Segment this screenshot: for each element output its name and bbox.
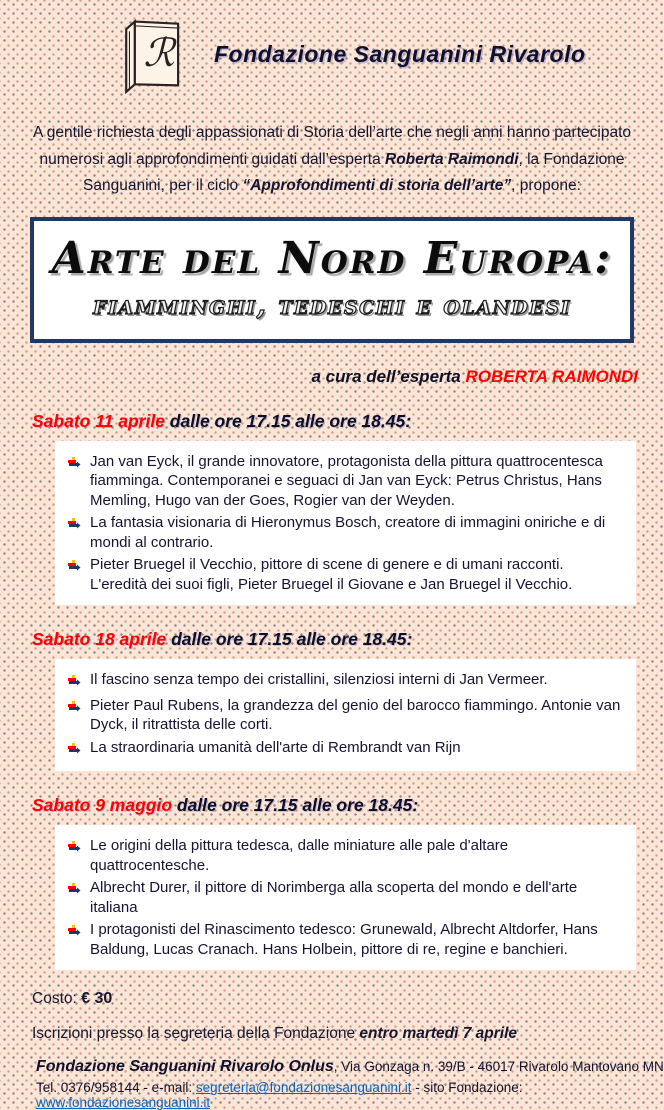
- list-item: [67, 738, 622, 761]
- list-item-text: Albrecht Durer, il pittore di Norimberga alla scoperta del mondo e dell'arte italiana: [90, 879, 578, 916]
- list-item-text: La fantasia visionaria di Hieronymus Bosch, creatore di immagini oniriche e di mondi al contrario.: [90, 514, 606, 551]
- org-address-line: [36, 1058, 664, 1076]
- list-item: [67, 555, 622, 594]
- list-item: [67, 452, 622, 511]
- curator-line: [0, 367, 638, 387]
- email-link[interactable]: segreteria@fondazionesanguanini.it: [195, 1080, 412, 1096]
- expert-name: Roberta Raimondi: [385, 150, 519, 168]
- svg-text:ℛ: ℛ: [143, 30, 175, 76]
- cycle-title: “Approfondimenti di storia dell’arte”: [242, 177, 512, 195]
- session-card: [55, 659, 636, 771]
- arrow-bullet-icon: [67, 673, 81, 693]
- intro-text-2: , la Fondazione Sanguanini, per il ciclo: [83, 150, 625, 195]
- intro-text-3: , propone:: [511, 177, 581, 195]
- org-name-bold: Fondazione Sanguanini Rivarolo Onlus: [36, 1058, 334, 1076]
- session-card: [55, 441, 636, 606]
- list-item: [67, 920, 622, 959]
- title-banner: [30, 217, 634, 343]
- list-item-text: I protagonisti del Rinascimento tedesco: Grunewald, Albrecht Altdorfer, Hans Baldung, Lucas Cranach. Hans Holbein, pittore di re, regine e banchieri.: [90, 921, 598, 958]
- page-title: Fondazione Sanguanini Rivarolo: [214, 40, 586, 67]
- cost-line: [32, 990, 664, 1008]
- topic-list: [67, 836, 622, 959]
- banner-title: Arte del Nord Europa:: [51, 232, 613, 284]
- list-item: [67, 696, 622, 735]
- curator-name: ROBERTA RAIMONDI: [465, 366, 638, 386]
- banner-subtitle: fiamminghi, tedeschi e olandesi: [93, 289, 571, 321]
- arrow-bullet-icon: [67, 881, 81, 901]
- topic-list: [67, 452, 622, 595]
- list-item: [67, 878, 622, 917]
- list-item: [67, 513, 622, 552]
- session-card: [55, 825, 636, 970]
- session-section-2: [0, 629, 664, 771]
- list-item-text: Le origini della pittura tedesca, dalle miniature alle pale d'altare quattrocentesche.: [90, 837, 509, 874]
- enroll-deadline: entro martedì 7 aprile: [359, 1025, 518, 1043]
- session-heading: [32, 795, 664, 816]
- header: [0, 0, 664, 94]
- arrow-bullet-icon: [67, 699, 81, 719]
- arrow-bullet-icon: [67, 923, 81, 943]
- tel-text: Tel. 0376/958144 - e-mail:: [36, 1080, 196, 1096]
- session-date: Sabato 11 aprile: [32, 410, 165, 431]
- session-section-1: [0, 411, 664, 606]
- session-section-3: [0, 795, 664, 970]
- arrow-bullet-icon: [67, 516, 81, 536]
- arrow-bullet-icon: [67, 455, 81, 475]
- session-heading: [32, 629, 664, 650]
- arrow-bullet-icon: [67, 558, 81, 578]
- intro-paragraph: [30, 120, 634, 200]
- session-time: dalle ore 17.15 alle ore 18.45:: [166, 629, 413, 650]
- list-item-text: La straordinaria umanità dell'arte di Rembrandt van Rijn: [90, 738, 461, 756]
- list-item: [67, 670, 622, 693]
- website-link[interactable]: www.fondazionesanguanini.it: [36, 1095, 211, 1110]
- list-item-text: Pieter Paul Rubens, la grandezza del genio del barocco fiammingo. Antonie van Dyck, il ritrattista delle corti.: [90, 696, 621, 734]
- org-address: , Via Gonzaga n. 39/B - 46017 Rivarolo Mantovano MN: [333, 1059, 664, 1075]
- intro-text-1: A gentile richiesta degli appassionati di Storia dell’arte che negli anni hanno partecipato numerosi agli approfondimenti guidati dall’esperta: [32, 124, 631, 168]
- enroll-text: Iscrizioni presso la segreteria della Fondazione: [32, 1025, 360, 1043]
- session-heading: [32, 411, 664, 432]
- cost-value: € 30: [81, 990, 113, 1008]
- site-text: - sito Fondazione:: [411, 1080, 523, 1096]
- list-item-text: Il fascino senza tempo dei cristallini, silenziosi interni di Jan Vermeer.: [90, 671, 548, 689]
- list-item-text: Pieter Bruegel il Vecchio, pittore di scene di genere e di umani racconti. L'eredità dei suoi figli, Pieter Bruegel il Giovane e Jan Bruegel il Vecchio.: [90, 556, 573, 593]
- arrow-bullet-icon: [67, 741, 81, 761]
- session-time: dalle ore 17.15 alle ore 18.45:: [172, 795, 419, 816]
- list-item: [67, 836, 622, 875]
- contact-line: [36, 1080, 664, 1110]
- book-monogram-icon: [112, 14, 188, 94]
- session-time: dalle ore 17.15 alle ore 18.45:: [164, 410, 412, 431]
- session-date: Sabato 9 maggio: [32, 795, 173, 816]
- session-date: Sabato 18 aprile: [32, 629, 167, 650]
- curator-prefix: a cura dell’esperta: [311, 366, 466, 386]
- enrollment-line: [32, 1025, 664, 1043]
- arrow-bullet-icon: [67, 839, 81, 859]
- topic-list: [67, 670, 622, 760]
- list-item-text: Jan van Eyck, il grande innovatore, protagonista della pittura quattrocentesca fiamminga. Contemporanei e seguaci di Jan van Eyck: Petrus Christus, Hans Memling, Hugo van der Goes, Rogier van der Weyden.: [90, 452, 603, 509]
- cost-label: Costo:: [32, 990, 82, 1008]
